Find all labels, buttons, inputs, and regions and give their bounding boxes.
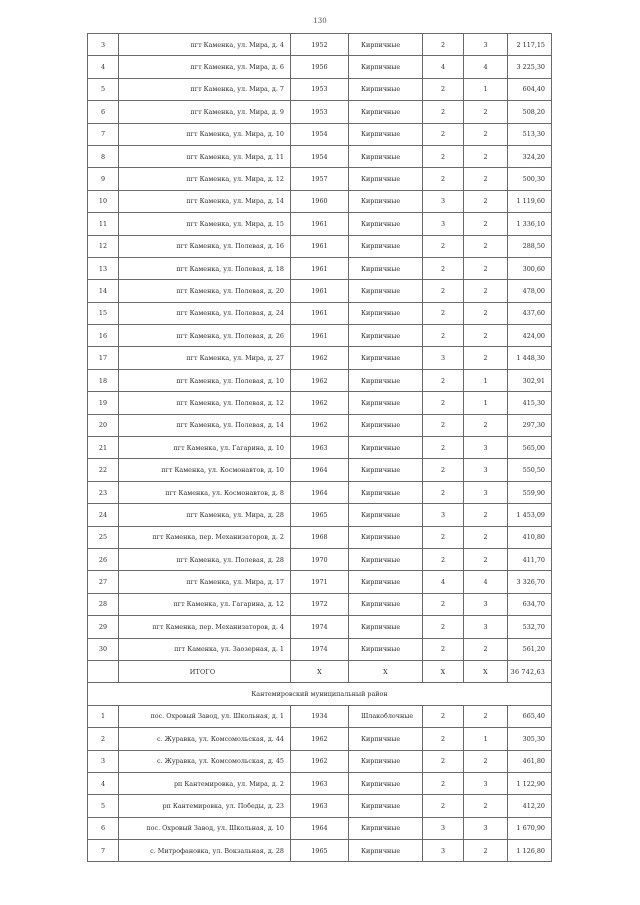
row-number-cell: 5 <box>88 795 119 817</box>
floors-cell: 4 <box>423 571 464 593</box>
row-number-cell: 3 <box>88 34 119 56</box>
total-floors: Х <box>423 660 464 682</box>
area-cell: 550,50 <box>508 459 552 481</box>
row-number-cell: 15 <box>88 302 119 324</box>
table-row <box>88 369 552 391</box>
address-cell: рп Кантемировка, ул. Мира, д. 2 <box>119 772 291 794</box>
wall-material-cell: Шлакоблочные <box>349 705 423 727</box>
entrances-cell: 2 <box>464 526 508 548</box>
entrances-cell: 2 <box>464 548 508 570</box>
table-row <box>88 638 552 660</box>
floors-cell: 3 <box>423 840 464 862</box>
address-cell: пгт Каменка, ул. Полевая, д. 12 <box>119 392 291 414</box>
table-row <box>88 145 552 167</box>
wall-material-cell: Кирпичные <box>349 235 423 257</box>
year-cell: 1962 <box>291 347 349 369</box>
wall-material-cell: Кирпичные <box>349 123 423 145</box>
year-cell: 1954 <box>291 123 349 145</box>
address-cell: пгт Каменка, ул. Мира, д. 10 <box>119 123 291 145</box>
row-number-cell: 3 <box>88 750 119 772</box>
address-cell: пгт Каменка, пер. Механизаторов, д. 4 <box>119 616 291 638</box>
area-cell: 297,30 <box>508 414 552 436</box>
floors-cell: 2 <box>423 459 464 481</box>
year-cell: 1961 <box>291 257 349 279</box>
entrances-cell: 2 <box>464 414 508 436</box>
row-number-cell: 5 <box>88 78 119 100</box>
year-cell: 1964 <box>291 481 349 503</box>
wall-material-cell: Кирпичные <box>349 78 423 100</box>
table-row <box>88 78 552 100</box>
address-cell: пгт Каменка, ул. Полевая, д. 26 <box>119 325 291 347</box>
address-cell: пос. Охровый Завод, ул. Школьная, д. 1 <box>119 705 291 727</box>
year-cell: 1961 <box>291 325 349 347</box>
year-cell: 1972 <box>291 593 349 615</box>
year-cell: 1962 <box>291 369 349 391</box>
area-cell: 604,40 <box>508 78 552 100</box>
row-number-cell: 17 <box>88 347 119 369</box>
entrances-cell: 1 <box>464 369 508 391</box>
row-number-cell: 29 <box>88 616 119 638</box>
floors-cell: 2 <box>423 638 464 660</box>
year-cell: 1964 <box>291 817 349 839</box>
floors-cell: 3 <box>423 190 464 212</box>
address-cell: с. Митрофановка, ул. Вокзальная, д. 28 <box>119 840 291 862</box>
entrances-cell: 3 <box>464 772 508 794</box>
entrances-cell: 3 <box>464 437 508 459</box>
table-row <box>88 817 552 839</box>
table-row <box>88 257 552 279</box>
year-cell: 1963 <box>291 437 349 459</box>
total-label: ИТОГО <box>119 660 291 682</box>
area-cell: 2 117,15 <box>508 34 552 56</box>
wall-material-cell: Кирпичные <box>349 817 423 839</box>
row-number-cell: 23 <box>88 481 119 503</box>
floors-cell: 2 <box>423 772 464 794</box>
floors-cell: 2 <box>423 705 464 727</box>
year-cell: 1963 <box>291 795 349 817</box>
total-row <box>88 660 552 682</box>
year-cell: 1956 <box>291 56 349 78</box>
area-cell: 3 326,70 <box>508 571 552 593</box>
wall-material-cell: Кирпичные <box>349 795 423 817</box>
area-cell: 300,60 <box>508 257 552 279</box>
wall-material-cell: Кирпичные <box>349 772 423 794</box>
area-cell: 415,30 <box>508 392 552 414</box>
floors-cell: 4 <box>423 56 464 78</box>
row-number-cell: 28 <box>88 593 119 615</box>
address-cell: пгт Каменка, ул. Космонавтов, д. 10 <box>119 459 291 481</box>
address-cell: пгт Каменка, ул. Гагарина, д. 12 <box>119 593 291 615</box>
wall-material-cell: Кирпичные <box>349 571 423 593</box>
wall-material-cell: Кирпичные <box>349 750 423 772</box>
wall-material-cell: Кирпичные <box>349 548 423 570</box>
floors-cell: 3 <box>423 347 464 369</box>
year-cell: 1963 <box>291 772 349 794</box>
wall-material-cell: Кирпичные <box>349 459 423 481</box>
entrances-cell: 2 <box>464 302 508 324</box>
floors-cell: 2 <box>423 369 464 391</box>
area-cell: 1 119,60 <box>508 190 552 212</box>
entrances-cell: 2 <box>464 795 508 817</box>
entrances-cell: 2 <box>464 325 508 347</box>
year-cell: 1971 <box>291 571 349 593</box>
year-cell: 1934 <box>291 705 349 727</box>
table-row <box>88 705 552 727</box>
wall-material-cell: Кирпичные <box>349 616 423 638</box>
year-cell: 1968 <box>291 526 349 548</box>
table-row <box>88 795 552 817</box>
year-cell: 1961 <box>291 280 349 302</box>
floors-cell: 2 <box>423 257 464 279</box>
address-cell: пгт Каменка, ул. Мира, д. 11 <box>119 145 291 167</box>
wall-material-cell: Кирпичные <box>349 593 423 615</box>
wall-material-cell: Кирпичные <box>349 257 423 279</box>
entrances-cell: 3 <box>464 817 508 839</box>
row-number-cell: 16 <box>88 325 119 347</box>
wall-material-cell: Кирпичные <box>349 638 423 660</box>
entrances-cell: 2 <box>464 638 508 660</box>
area-cell: 302,91 <box>508 369 552 391</box>
entrances-cell: 4 <box>464 56 508 78</box>
area-cell: 411,70 <box>508 548 552 570</box>
table-row <box>88 347 552 369</box>
area-cell: 478,00 <box>508 280 552 302</box>
entrances-cell: 3 <box>464 34 508 56</box>
page-number: 130 <box>313 17 327 25</box>
year-cell: 1974 <box>291 638 349 660</box>
address-cell: пгт Каменка, ул. Заозерная, д. 1 <box>119 638 291 660</box>
area-cell: 305,30 <box>508 728 552 750</box>
floors-cell: 2 <box>423 123 464 145</box>
table-row <box>88 571 552 593</box>
row-number-cell: 18 <box>88 369 119 391</box>
address-cell: пгт Каменка, ул. Мира, д. 28 <box>119 504 291 526</box>
address-cell: пгт Каменка, ул. Гагарина, д. 10 <box>119 437 291 459</box>
wall-material-cell: Кирпичные <box>349 101 423 123</box>
row-number-cell: 13 <box>88 257 119 279</box>
wall-material-cell: Кирпичные <box>349 481 423 503</box>
entrances-cell: 2 <box>464 504 508 526</box>
address-cell: пос. Охровый Завод, ул. Школьная, д. 10 <box>119 817 291 839</box>
total-empty-cell <box>88 660 119 682</box>
wall-material-cell: Кирпичные <box>349 437 423 459</box>
wall-material-cell: Кирпичные <box>349 840 423 862</box>
table-row <box>88 101 552 123</box>
entrances-cell: 1 <box>464 728 508 750</box>
entrances-cell: 1 <box>464 392 508 414</box>
row-number-cell: 14 <box>88 280 119 302</box>
row-number-cell: 4 <box>88 56 119 78</box>
table-row <box>88 302 552 324</box>
floors-cell: 2 <box>423 235 464 257</box>
row-number-cell: 20 <box>88 414 119 436</box>
year-cell: 1962 <box>291 728 349 750</box>
table-row <box>88 593 552 615</box>
row-number-cell: 11 <box>88 213 119 235</box>
address-cell: рп Кантемировка, ул. Победы, д. 23 <box>119 795 291 817</box>
area-cell: 424,00 <box>508 325 552 347</box>
address-cell: пгт Каменка, ул. Мира, д. 12 <box>119 168 291 190</box>
floors-cell: 2 <box>423 750 464 772</box>
area-cell: 1 126,80 <box>508 840 552 862</box>
row-number-cell: 30 <box>88 638 119 660</box>
address-cell: пгт Каменка, ул. Мира, д. 7 <box>119 78 291 100</box>
area-cell: 437,60 <box>508 302 552 324</box>
area-cell: 500,30 <box>508 168 552 190</box>
address-cell: пгт Каменка, ул. Полевая, д. 10 <box>119 369 291 391</box>
address-cell: пгт Каменка, ул. Полевая, д. 24 <box>119 302 291 324</box>
table-row <box>88 392 552 414</box>
wall-material-cell: Кирпичные <box>349 526 423 548</box>
table-row <box>88 772 552 794</box>
year-cell: 1953 <box>291 101 349 123</box>
wall-material-cell: Кирпичные <box>349 325 423 347</box>
address-cell: пгт Каменка, ул. Полевая, д. 16 <box>119 235 291 257</box>
area-cell: 3 225,30 <box>508 56 552 78</box>
year-cell: 1952 <box>291 34 349 56</box>
row-number-cell: 2 <box>88 728 119 750</box>
year-cell: 1961 <box>291 213 349 235</box>
total-area: 36 742,63 <box>508 660 552 682</box>
row-number-cell: 8 <box>88 145 119 167</box>
table-row <box>88 235 552 257</box>
row-number-cell: 24 <box>88 504 119 526</box>
entrances-cell: 2 <box>464 145 508 167</box>
entrances-cell: 3 <box>464 593 508 615</box>
area-cell: 513,30 <box>508 123 552 145</box>
table-row <box>88 213 552 235</box>
address-cell: пгт Каменка, ул. Полевая, д. 14 <box>119 414 291 436</box>
wall-material-cell: Кирпичные <box>349 56 423 78</box>
table-row <box>88 548 552 570</box>
floors-cell: 2 <box>423 728 464 750</box>
row-number-cell: 22 <box>88 459 119 481</box>
area-cell: 410,80 <box>508 526 552 548</box>
area-cell: 1 122,90 <box>508 772 552 794</box>
wall-material-cell: Кирпичные <box>349 728 423 750</box>
table-row <box>88 280 552 302</box>
entrances-cell: 2 <box>464 257 508 279</box>
table-row <box>88 526 552 548</box>
row-number-cell: 25 <box>88 526 119 548</box>
wall-material-cell: Кирпичные <box>349 145 423 167</box>
floors-cell: 2 <box>423 168 464 190</box>
floors-cell: 2 <box>423 34 464 56</box>
year-cell: 1970 <box>291 548 349 570</box>
year-cell: 1965 <box>291 504 349 526</box>
row-number-cell: 27 <box>88 571 119 593</box>
row-number-cell: 12 <box>88 235 119 257</box>
row-number-cell: 6 <box>88 101 119 123</box>
floors-cell: 2 <box>423 101 464 123</box>
floors-cell: 2 <box>423 795 464 817</box>
wall-material-cell: Кирпичные <box>349 190 423 212</box>
row-number-cell: 9 <box>88 168 119 190</box>
area-cell: 508,20 <box>508 101 552 123</box>
floors-cell: 2 <box>423 414 464 436</box>
floors-cell: 2 <box>423 325 464 347</box>
wall-material-cell: Кирпичные <box>349 34 423 56</box>
floors-cell: 3 <box>423 817 464 839</box>
entrances-cell: 2 <box>464 280 508 302</box>
year-cell: 1962 <box>291 414 349 436</box>
wall-material-cell: Кирпичные <box>349 392 423 414</box>
floors-cell: 2 <box>423 548 464 570</box>
table-row <box>88 728 552 750</box>
total-year: Х <box>291 660 349 682</box>
row-number-cell: 7 <box>88 123 119 145</box>
row-number-cell: 7 <box>88 840 119 862</box>
address-cell: пгт Каменка, ул. Полевая, д. 28 <box>119 548 291 570</box>
year-cell: 1961 <box>291 235 349 257</box>
table-body <box>88 34 552 862</box>
floors-cell: 3 <box>423 213 464 235</box>
table-row <box>88 459 552 481</box>
address-cell: с. Журавка, ул. Комсомольская, д. 45 <box>119 750 291 772</box>
row-number-cell: 1 <box>88 705 119 727</box>
entrances-cell: 2 <box>464 101 508 123</box>
table-row <box>88 56 552 78</box>
row-number-cell: 19 <box>88 392 119 414</box>
area-cell: 565,00 <box>508 437 552 459</box>
entrances-cell: 2 <box>464 235 508 257</box>
total-material: Х <box>349 660 423 682</box>
table-row <box>88 437 552 459</box>
area-cell: 1 453,09 <box>508 504 552 526</box>
floors-cell: 2 <box>423 302 464 324</box>
year-cell: 1962 <box>291 392 349 414</box>
year-cell: 1953 <box>291 78 349 100</box>
year-cell: 1960 <box>291 190 349 212</box>
address-cell: пгт Каменка, пер. Механизаторов, д. 2 <box>119 526 291 548</box>
row-number-cell: 6 <box>88 817 119 839</box>
wall-material-cell: Кирпичные <box>349 504 423 526</box>
address-cell: пгт Каменка, ул. Мира, д. 15 <box>119 213 291 235</box>
floors-cell: 2 <box>423 593 464 615</box>
address-cell: пгт Каменка, ул. Мира, д. 6 <box>119 56 291 78</box>
entrances-cell: 2 <box>464 840 508 862</box>
entrances-cell: 2 <box>464 705 508 727</box>
entrances-cell: 3 <box>464 459 508 481</box>
table-row <box>88 123 552 145</box>
housing-register-table <box>87 33 552 862</box>
year-cell: 1962 <box>291 750 349 772</box>
year-cell: 1961 <box>291 302 349 324</box>
table-row <box>88 504 552 526</box>
year-cell: 1964 <box>291 459 349 481</box>
table-row <box>88 414 552 436</box>
row-number-cell: 10 <box>88 190 119 212</box>
table-row <box>88 34 552 56</box>
year-cell: 1974 <box>291 616 349 638</box>
area-cell: 1 448,30 <box>508 347 552 369</box>
floors-cell: 2 <box>423 392 464 414</box>
section-title: Кантемировский муниципальный район <box>88 683 552 705</box>
entrances-cell: 1 <box>464 78 508 100</box>
area-cell: 665,40 <box>508 705 552 727</box>
row-number-cell: 26 <box>88 548 119 570</box>
entrances-cell: 4 <box>464 571 508 593</box>
address-cell: пгт Каменка, ул. Мира, д. 4 <box>119 34 291 56</box>
table-row <box>88 190 552 212</box>
table-row <box>88 840 552 862</box>
table-row <box>88 616 552 638</box>
floors-cell: 2 <box>423 280 464 302</box>
wall-material-cell: Кирпичные <box>349 369 423 391</box>
area-cell: 461,80 <box>508 750 552 772</box>
area-cell: 634,70 <box>508 593 552 615</box>
area-cell: 288,50 <box>508 235 552 257</box>
address-cell: пгт Каменка, ул. Мира, д. 27 <box>119 347 291 369</box>
wall-material-cell: Кирпичные <box>349 347 423 369</box>
year-cell: 1954 <box>291 145 349 167</box>
address-cell: пгт Каменка, ул. Мира, д. 14 <box>119 190 291 212</box>
section-header-row <box>88 683 552 705</box>
address-cell: пгт Каменка, ул. Космонавтов, д. 8 <box>119 481 291 503</box>
address-cell: пгт Каменка, ул. Полевая, д. 18 <box>119 257 291 279</box>
entrances-cell: 2 <box>464 213 508 235</box>
floors-cell: 2 <box>423 481 464 503</box>
entrances-cell: 3 <box>464 481 508 503</box>
address-cell: с. Журавка, ул. Комсомольская, д. 44 <box>119 728 291 750</box>
address-cell: пгт Каменка, ул. Мира, д. 17 <box>119 571 291 593</box>
table-row <box>88 750 552 772</box>
year-cell: 1965 <box>291 840 349 862</box>
entrances-cell: 2 <box>464 123 508 145</box>
area-cell: 559,90 <box>508 481 552 503</box>
entrances-cell: 2 <box>464 750 508 772</box>
row-number-cell: 21 <box>88 437 119 459</box>
floors-cell: 2 <box>423 145 464 167</box>
floors-cell: 2 <box>423 437 464 459</box>
row-number-cell: 4 <box>88 772 119 794</box>
wall-material-cell: Кирпичные <box>349 213 423 235</box>
entrances-cell: 2 <box>464 168 508 190</box>
year-cell: 1957 <box>291 168 349 190</box>
entrances-cell: 2 <box>464 190 508 212</box>
wall-material-cell: Кирпичные <box>349 168 423 190</box>
table-row <box>88 481 552 503</box>
wall-material-cell: Кирпичные <box>349 302 423 324</box>
total-entrances: Х <box>464 660 508 682</box>
entrances-cell: 3 <box>464 616 508 638</box>
address-cell: пгт Каменка, ул. Полевая, д. 20 <box>119 280 291 302</box>
table-row <box>88 325 552 347</box>
table-row <box>88 168 552 190</box>
floors-cell: 3 <box>423 504 464 526</box>
area-cell: 324,20 <box>508 145 552 167</box>
entrances-cell: 2 <box>464 347 508 369</box>
area-cell: 1 670,90 <box>508 817 552 839</box>
floors-cell: 2 <box>423 78 464 100</box>
area-cell: 532,70 <box>508 616 552 638</box>
wall-material-cell: Кирпичные <box>349 280 423 302</box>
area-cell: 1 336,10 <box>508 213 552 235</box>
floors-cell: 2 <box>423 526 464 548</box>
wall-material-cell: Кирпичные <box>349 414 423 436</box>
area-cell: 561,20 <box>508 638 552 660</box>
address-cell: пгт Каменка, ул. Мира, д. 9 <box>119 101 291 123</box>
area-cell: 412,20 <box>508 795 552 817</box>
floors-cell: 2 <box>423 616 464 638</box>
